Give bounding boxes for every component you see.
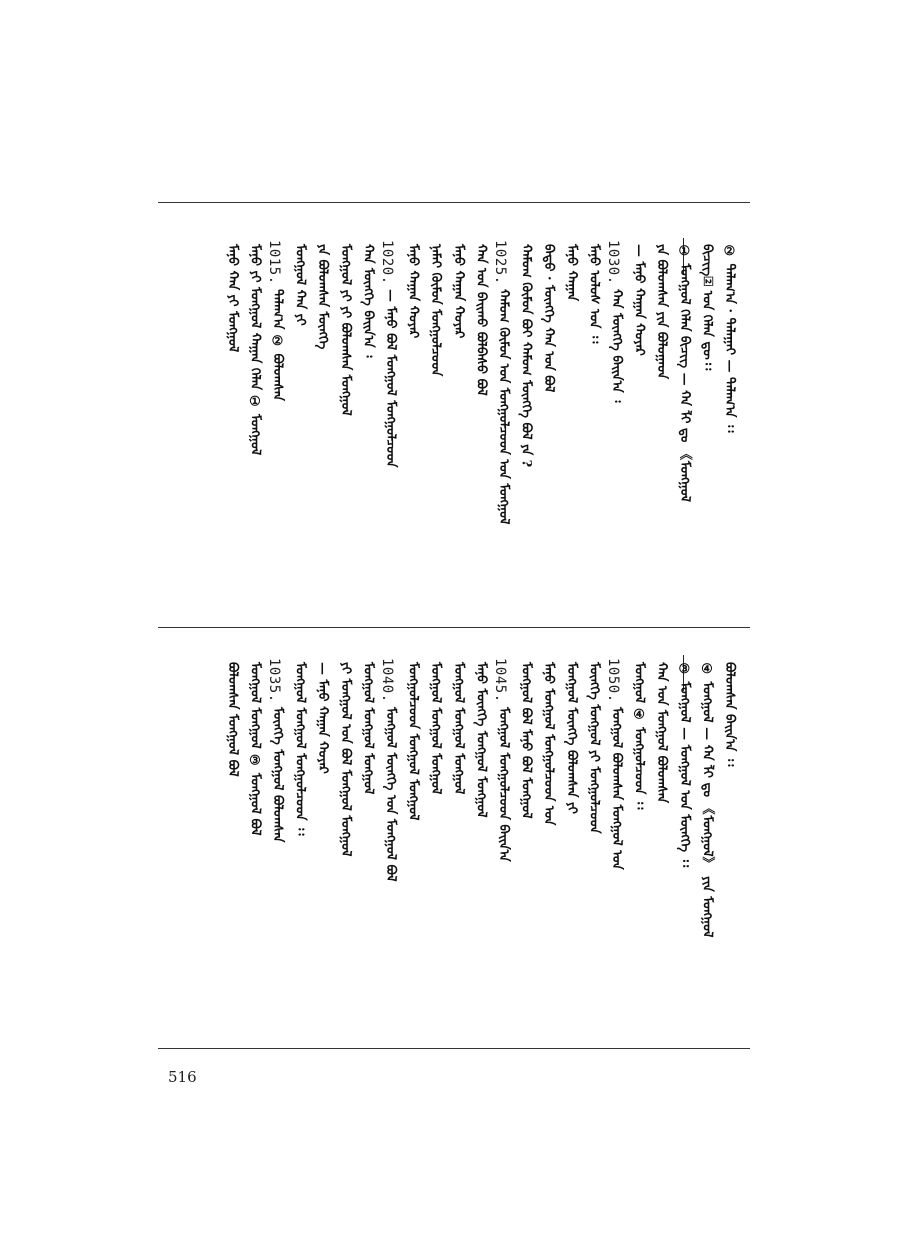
verse-line: ᠮᠣᠩᠭᠣᠯ ᠮᠣᠩᠭᠣᠯ ᠮᠣᠩᠭᠣᠯᠴᠤᠳ ᠄᠄ [292,662,308,836]
verse-line: ᠮᠣᠩᠭᠣᠯ ᠶᠢ ᠶᠢ ᠪᠣᠯᠤᠭᠰᠠᠨ ᠮᠣᠩᠭᠣᠯ [337,244,353,416]
text-column [605,240,625,402]
text-column [560,658,580,814]
text-column [334,658,354,856]
verse-line: ᠮᠣᠩᠭᠣᠯ ᠮᠣᠩᠭᠣᠯ ③ ᠮᠣᠩᠭᠣᠯ ᠪᠣᠯ [247,662,263,836]
line-number: 1030. [605,240,621,285]
line-number: 1015. [266,240,282,285]
middle-rule [158,627,750,628]
line-number: 1045. [492,658,508,703]
text-column [605,658,625,869]
text-column [356,658,376,794]
text-column [515,240,535,467]
text-column [447,658,467,794]
verse-line: ᠨᠠᠮᠠᠢ ᠬᠦᠮᠦᠨ ᠮᠣᠩᠭᠣᠯᠴᠤᠳ [428,244,444,377]
line-number: 1040. [379,658,395,703]
verse-line: ᠮᠥᠩᠭᠡ ᠮᠣᠩᠭᠣᠯ ᠪᠣᠯᠤᠭᠰᠠᠨ [270,706,285,843]
text-column [447,240,467,338]
text-column [221,240,241,352]
verse-line: ᠮᠣᠩᠭᠣᠯ ᠮᠣᠩᠭᠣᠯ ᠮᠣᠩᠭᠣᠯ [428,662,444,795]
top-rule [158,202,750,203]
verse-line: ᠮᠠᠨᠤ ᠬᠠᠭᠠᠨ [563,244,579,302]
verse-line: ᠪᠣᠯᠤᠭᠰᠠᠨ ᠪᠠᠢᠨ᠎ᠠ ᠄᠄ [722,662,737,767]
text-column [402,240,422,338]
text-column [560,240,580,301]
text-column [673,658,693,867]
text-column [650,240,670,379]
verse-line: ᠪᠠᠲᠤ · ᠮᠥᠩᠭᠡ ᠬᠠᠨ ᠤᠨ ᠪᠣᠯ [541,244,557,393]
verse-line: ᠮᠣᠩᠭᠣᠯ ᠮᠣᠩᠭᠣᠯ ᠮᠣᠩᠭᠣᠯ [450,662,466,795]
text-column [582,658,602,834]
verse-line: — ᠮᠠᠨᠤ ᠬᠠᠭᠠᠨ ᠬᠤᠶᠠᠷ [631,244,647,356]
verse-line: ᠶᠠ ᠪᠤᠯᠤᠭᠰᠠᠨ ᠶᠢᠨ ᠪᠤᠯᠤᠭᠠᠳ [654,244,670,380]
text-column [537,240,557,392]
verse-line: ᠮᠣᠩᠭᠣᠯ ᠮᠥᠩᠭᠡ ᠪᠣᠯᠤᠭᠰᠠᠨ ᠶᠢ [563,662,579,814]
verse-line: ᠮᠣᠩᠭᠣᠯ ᠬᠠᠨ ᠶᠢ [292,244,308,326]
line-number: 1020. [379,240,395,285]
text-column [266,658,286,842]
text-column [515,658,535,819]
verse-line: ᠬᠠᠮᠤᠭ ᠬᠦᠮᠦᠨ ᠪᠤᠢ ᠬᠠᠮᠤᠭ ᠮᠥᠩᠭᠡ ᠪᠣᠯ ᠶᠠ ? [518,244,534,468]
verse-line: ᠮᠣᠩᠭᠣᠯ ᠮᠣᠩᠭᠣᠯ ᠮᠣᠩᠭᠣᠯ [360,662,376,795]
text-column [492,658,512,861]
text-column [356,240,376,357]
text-column [221,658,241,777]
text-column [402,658,422,820]
text-column [469,658,489,818]
text-column [582,240,602,343]
text-column [537,658,557,825]
bottom-rule [158,1048,750,1049]
verse-line: ᠬᠠᠨ ᠮᠥᠩᠭᠡ ᠪᠠᠢᠨ᠎ᠠ ᠄ [609,288,624,403]
text-column [628,240,648,356]
line-number: 1025. [492,240,508,285]
text-column [379,240,399,467]
text-column [311,658,331,774]
verse-line: ᠮᠠᠨᠤ ᠮᠣᠩᠭᠣᠯ ᠮᠣᠩᠭᠣᠯᠴᠤᠳ ᠤᠨ [541,662,557,826]
line-number: 1050. [605,658,621,703]
verse-line: ᠮᠣᠩᠭᠣᠯ ᠮᠣᠩᠭᠣᠯᠴᠤᠳ ᠪᠠᠢᠨ᠎ᠠ [496,706,511,862]
verse-line: ᠮᠣᠩᠭᠣᠯ ᠪᠣᠯ ᠮᠠᠨᠤ ᠪᠣᠯ ᠮᠣᠩᠭᠣᠯ [518,662,534,819]
text-column [492,240,512,524]
verse-line: — ᠮᠠᠨᠤ ᠪᠣᠯ ᠮᠣᠩᠭᠣᠯ ᠮᠣᠩᠭᠣᠯᠴᠤᠳ [383,288,398,468]
text-column [650,658,670,803]
text-column [424,658,444,794]
verse-line: ① ᠮᠣᠩᠭᠣᠯ ᠬᠡᠯᠡᠨ ᠪᠢᠴᠢᠭ᠌ — ᠬᠠ ᠯᠢ ᠳᠤ 《ᠮᠣᠩᠭᠣᠯ [676,244,692,503]
text-column [379,658,399,881]
verse-line: ᠮᠠᠨᠤ ᠮᠥᠩᠭᠡ ᠮᠣᠩᠭᠣᠯ ᠮᠣᠩᠭᠣᠯ [473,662,489,818]
text-column [243,658,263,836]
verse-line: ᠮᠣᠩᠭᠣᠯ ᠮᠥᠩᠭᠡ ᠤᠨ ᠮᠣᠩᠭᠣᠯ ᠪᠣᠯ [383,706,398,882]
text-column [469,240,489,396]
text-column [289,240,309,326]
verse-line: ᠬᠠᠨ ᠮᠥᠩᠭᠡ ᠪᠠᠢᠨ᠎ᠠ ᠄ [360,244,376,358]
verse-line: ᠶᠢ ᠮᠣᠩᠭᠣᠯ ᠤᠨ ᠪᠣᠯ ᠮᠣᠩᠭᠣᠯ ᠮᠣᠩᠭᠣᠯ [337,662,353,857]
text-column [311,240,331,349]
text-column [628,658,648,809]
page-number: 516 [168,1068,197,1086]
text-column [334,240,354,416]
verse-line: ② ᠲᠠᠯᠠᠭ᠎ᠠ · ᠲᠠᠯᠠᠭᠠᠢ — ᠲᠠᠯᠠᠭ᠎ᠠ ᠄᠄ [722,244,737,433]
verse-line: ᠮᠣᠩᠭᠣᠯ ᠪᠣᠯᠤᠭᠰᠠᠨ ᠮᠣᠩᠭᠣᠯ ᠤᠨ [609,706,624,870]
text-column [243,240,263,455]
text-column [266,240,286,401]
text-column [673,240,693,502]
verse-line: ᠮᠠᠨᠤ ᠶᠢ ᠮᠣᠩᠭᠣᠯ ᠬᠠᠭᠠᠨ ᠬᠡᠯᠡᠨ ① ᠮᠣᠩᠭᠣᠯ [247,244,263,456]
verse-line: ᠲᠠᠯᠠᠭ᠎ᠠ ② ᠪᠣᠯᠤᠭᠰᠠᠨ [270,288,285,401]
verse-line: ᠬᠠᠨ ᠤᠨ ᠪᠠᠢᠬᠤ ᠪᠣᠯᠪᠠᠰᠤ ᠪᠣᠯ [473,244,489,396]
text-column [718,240,738,433]
verse-line: ᠪᠣᠯᠤᠭᠰᠠᠨ ᠮᠣᠩᠭᠣᠯ ᠪᠣᠯ [224,662,240,777]
verse-line: ᠮᠠᠨᠤ ᠬᠠᠭᠠᠨ ᠬᠤᠶᠠᠷ [450,244,466,339]
text-column [695,658,715,937]
text-column [695,240,715,370]
verse-line: ᠮᠠᠨᠤ ᠬᠠᠭᠠᠨ ᠬᠤᠶᠠᠷ [405,244,421,339]
text-column [718,658,738,766]
line-number: 1035. [266,658,282,703]
verse-line: ᠮᠠᠨᠤ ᠬᠠᠨ ᠶᠢ ᠮᠣᠩᠭᠣᠯ [224,244,240,353]
verse-line: ᠮᠣᠩᠭᠣᠯ ④ ᠮᠣᠩᠭᠣᠯᠴᠤᠳ ᠄᠄ [631,662,647,810]
verse-line: ᠶᠠ ᠪᠣᠯᠤᠭᠰᠠᠨ ᠮᠥᠩᠭᠡ [315,244,331,350]
verse-line: ④ ᠮᠣᠩᠭᠣᠯ — ᠬᠠ ᠯᠢ ᠳᠤ 《ᠮᠣᠩᠭᠣᠯ》 ᠶᠢᠨ ᠮᠣᠩᠭᠣᠯ [699,662,715,938]
verse-line: ③ ᠮᠣᠩᠭᠣᠯ — ᠮᠣᠩᠭᠣᠯ ᠤᠨ ᠮᠥᠩᠭᠡ ᠄᠄ [676,662,692,868]
verse-line: ᠮᠣᠩᠭᠣᠯᠴᠤᠳ ᠮᠣᠩᠭᠣᠯ ᠮᠣᠩᠭᠣᠯ [405,662,421,821]
verse-line: — ᠮᠠᠨᠤ ᠬᠠᠭᠠᠨ ᠬᠤᠶᠠᠷ [315,662,331,774]
text-column [289,658,309,836]
verse-line: ᠬᠠᠨ ᠤᠨ ᠮᠣᠩᠭᠣᠯ ᠪᠣᠯᠤᠭᠰᠠᠨ [654,662,670,804]
verse-line: ᠮᠠᠨᠤ ᠤᠯᠤᠰ ᠤᠨ ᠄᠄ [586,244,602,344]
verse-line: ᠮᠥᠩᠭᠡ ᠮᠣᠩᠭᠣᠯ ᠶᠢ ᠮᠣᠩᠭᠣᠯᠴᠤᠳ [586,662,602,834]
verse-line: ᠬᠠᠮᠤᠭ ᠬᠦᠮᠦᠨ ᠤᠨ ᠮᠣᠩᠭᠣᠯᠴᠤᠳ ᠤᠨ ᠮᠣᠩᠭᠣᠯ [496,288,511,525]
verse-line: ᠪᠢᠴᠢᠭ᠌᠌ ᠤᠨ ᠬᠡᠯᠡᠨ ᠳᠦ᠄᠄ [699,244,715,371]
text-column [424,240,444,376]
